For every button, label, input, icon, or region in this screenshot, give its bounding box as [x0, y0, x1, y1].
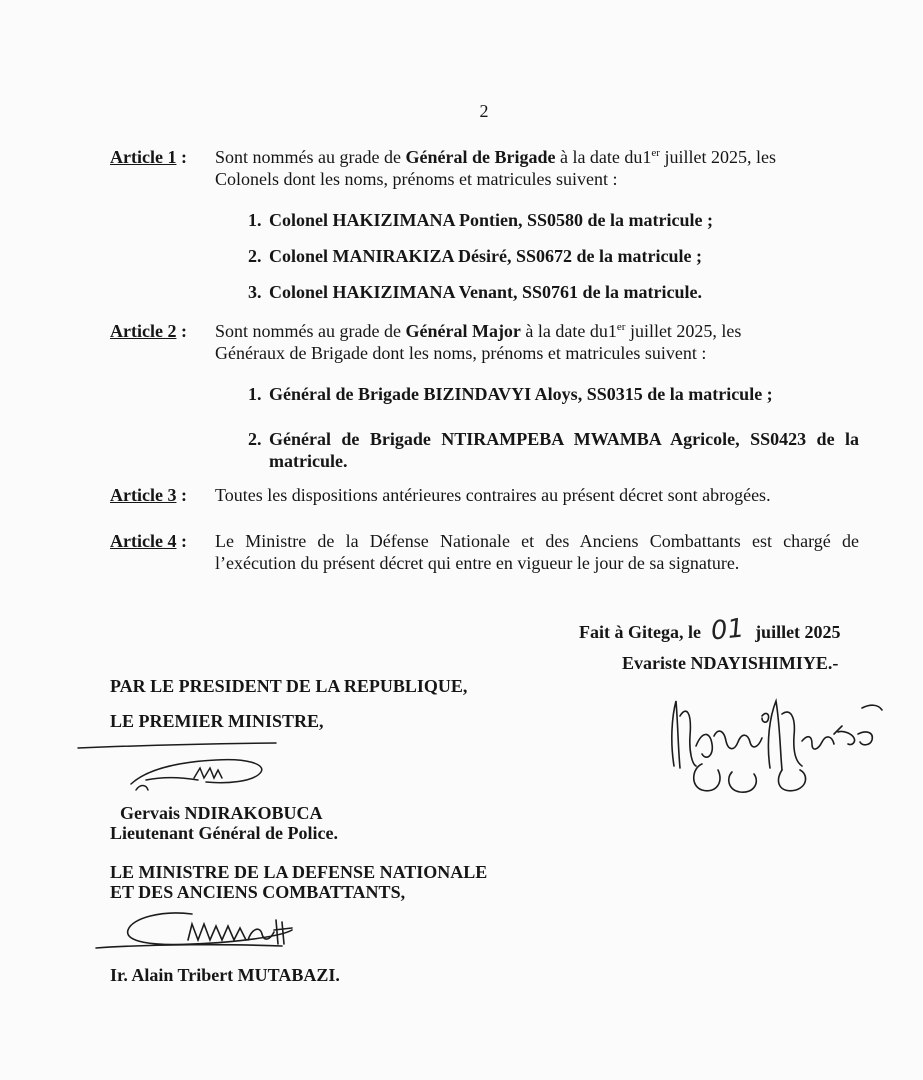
minister-title-line-2: ET DES ANCIENS COMBATTANTS,	[110, 882, 406, 902]
premier-ministre-title: LE PREMIER MINISTRE,	[110, 711, 324, 731]
minister-title-line-1: LE MINISTRE DE LA DEFENSE NATIONALE	[110, 862, 488, 882]
par-le-president: PAR LE PRESIDENT DE LA REPUBLIQUE,	[110, 676, 468, 696]
article-2	[110, 320, 859, 364]
article-2-label: Article 2 :	[110, 321, 187, 341]
pm-rank: Lieutenant Général de Police.	[110, 823, 338, 843]
grade-general-major: Général Major	[405, 321, 521, 341]
prime-minister-signature	[76, 740, 296, 800]
minister-name: Ir. Alain Tribert MUTABAZI.	[110, 965, 340, 985]
article-1	[110, 146, 859, 190]
pm-name: Gervais NDIRAKOBUCA	[120, 803, 323, 823]
article-3	[110, 484, 859, 506]
list-item: 3. Colonel HAKIZIMANA Venant, SS0761 de la matricule.	[248, 282, 703, 302]
president-name: Evariste NDAYISHIMIYE.-	[622, 653, 839, 673]
president-signature	[662, 686, 887, 796]
article-4-body: Le Ministre de la Défense Nationale et des Anciens Combattants est chargé de l’exécution du présent décret qui entre en vigueur le jour de sa signature.	[215, 531, 859, 573]
list-item: 2. Général de Brigade NTIRAMPEBA MWAMBA Agricole, SS0423 de la matricule.	[248, 429, 859, 471]
minister-signature	[92, 900, 322, 960]
article-2-body: Sont nommés au grade de Général Major à la date du1er juillet 2025, les Généraux de Brigade dont les noms, prénoms et matricules suivent :	[215, 321, 742, 363]
article-1-body: Sont nommés au grade de Général de Brigade à la date du1er juillet 2025, les Colonels dont les noms, prénoms et matricules suivent :	[215, 147, 776, 189]
page-number: 2	[479, 101, 489, 121]
article-3-label: Article 3 :	[110, 485, 187, 505]
article-1-label: Article 1 :	[110, 147, 187, 167]
handwritten-day: 01	[709, 613, 747, 647]
list-item: 1. Colonel HAKIZIMANA Pontien, SS0580 de la matricule ;	[248, 210, 713, 230]
article-4	[110, 530, 859, 574]
list-item: 2. Colonel MANIRAKIZA Désiré, SS0672 de la matricule ;	[248, 246, 702, 266]
place-date-line: Fait à Gitega, le 01 juillet 2025	[579, 613, 841, 647]
grade-general-de-brigade: Général de Brigade	[405, 147, 556, 167]
article-4-label: Article 4 :	[110, 531, 187, 551]
list-item: 1. Général de Brigade BIZINDAVYI Aloys, SS0315 de la matricule ;	[248, 384, 773, 404]
article-3-body: Toutes les dispositions antérieures contraires au présent décret sont abrogées.	[215, 485, 771, 505]
